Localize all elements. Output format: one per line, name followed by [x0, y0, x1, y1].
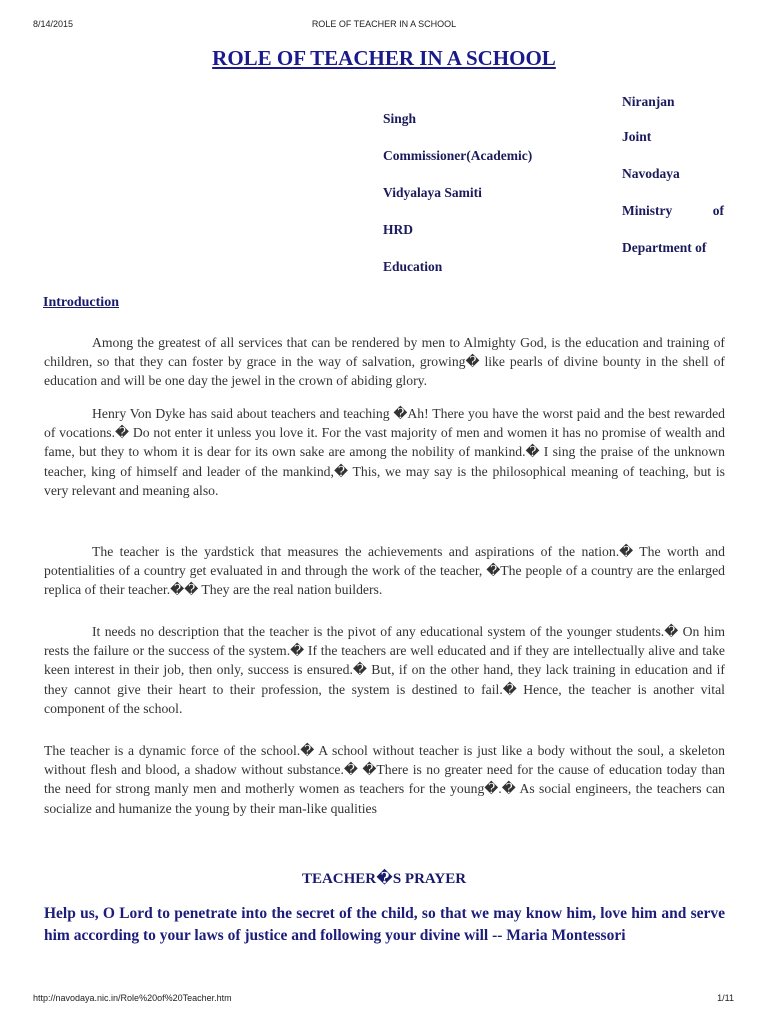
author-ministry-of — [622, 204, 724, 218]
prayer-heading: TEACHER�S PRAYER — [301, 871, 467, 887]
author-joint: Joint — [622, 129, 652, 144]
paragraph-4: It needs no description that the teacher is the pivot of any educational system of the younger students.� On him rests the failure or the success of the system.� If the teachers are well educated and if they are intellectually alive and take keen interest in their job, then only, success is ensured.� But, if on the other hand, they lack training in education and if they cannot give their heart to their profession, the system is destined to fail.� Hence, the teacher is another vital component of the school. — [44, 624, 725, 716]
author-hrd: HRD — [383, 222, 413, 237]
author-vidyalaya-samiti: Vidyalaya Samiti — [383, 185, 482, 200]
paragraph-2: Henry Von Dyke has said about teachers and teaching �Ah! There you have the worst paid and the best rewarded of vocations.� Do not enter it unless you love it. For the vast majority of men and women it has no promise of wealth and fame, but they to whom it is dear for its own sake are among the nobility of mankind.� I sing the praise of the unknown teacher, king of himself and leader of the mankind,� This, we may say is the philosophical meaning of teaching, but is very relevant and meaning also. — [44, 406, 725, 498]
print-title: ROLE OF TEACHER IN A SCHOOL — [311, 19, 457, 29]
author-singh: Singh — [383, 111, 417, 126]
author-department-of: Department of — [622, 240, 707, 255]
section-heading-introduction: Introduction — [43, 295, 119, 310]
author-of: of — [712, 203, 724, 218]
print-date: 8/14/2015 — [33, 19, 74, 29]
page-title: ROLE OF TEACHER IN A SCHOOL — [212, 46, 556, 70]
author-ministry: Ministry — [622, 203, 673, 218]
author-navodaya: Navodaya — [622, 166, 680, 181]
paragraph-5: The teacher is a dynamic force of the school.� A school without teacher is just like a body without the soul, a skeleton without flesh and blood, a shadow without substance.� �There is no greater need for the cause of education today than the need for strong manly men and motherly women as teachers for the young�.� As social engineers, the teachers can socialize and humanize the young by their man-like qualities — [44, 743, 725, 816]
paragraph-3: The teacher is the yardstick that measures the achievements and aspirations of the nation.� The worth and potentialities of a country get evaluated in and through the work of the teacher, �The people of a country are the enlarged replica of their teacher.�� They are the real nation builders. — [44, 544, 725, 598]
author-commissioner: Commissioner(Academic) — [383, 148, 533, 163]
print-page-number: 1/11 — [717, 993, 734, 1003]
author-education: Education — [383, 259, 443, 274]
paragraph-1: Among the greatest of all services that can be rendered by men to Almighty God, is the education and training of children, so that they can foster by grace in the way of salvation, growing� like pearls of divine bounty in the shell of education and will be one day the jewel in the crown of abiding glory. — [44, 335, 725, 389]
print-url: http://navodaya.nic.in/Role%20of%20Teacher.htm — [33, 993, 232, 1003]
prayer-text: Help us, O Lord to penetrate into the secret of the child, so that we may know him, love him and serve him according to your laws of justice and following your divine will -- Maria Montessori — [44, 905, 725, 944]
author-niranjan: Niranjan — [622, 94, 675, 109]
